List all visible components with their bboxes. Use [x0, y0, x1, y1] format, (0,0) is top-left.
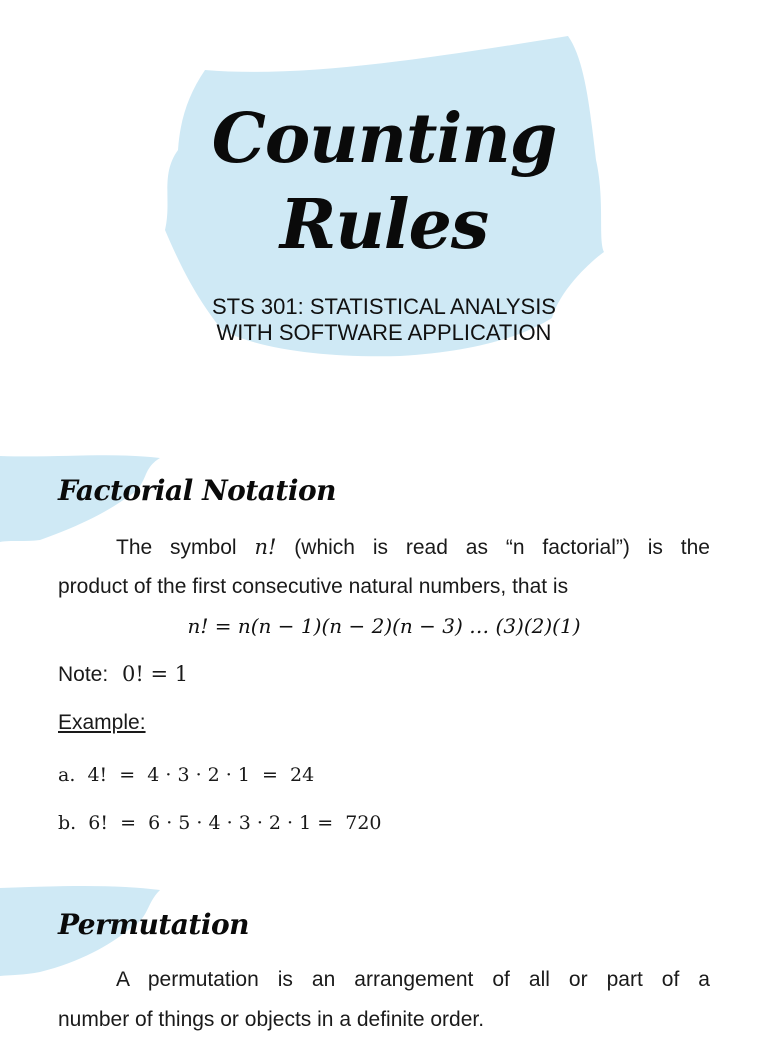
subtitle-line-1: STS 301: STATISTICAL ANALYSIS	[212, 294, 556, 319]
factorial-para-text-b: (which is read as “n factorial”) is the	[276, 536, 710, 559]
factorial-heading: Factorial Notation	[58, 474, 337, 507]
note-line	[58, 662, 188, 687]
factorial-para-text-a: The symbol	[116, 536, 255, 559]
factorial-para-line-1	[58, 527, 710, 568]
permutation-para-line-1	[58, 960, 710, 1000]
example-label: Example:	[58, 711, 146, 734]
title-line-1: Counting	[211, 99, 557, 179]
permutation-para-line-2: number of things or objects in a definite order.	[58, 1008, 485, 1031]
permutation-para-text: A permutation is an arrangement of all or part of a	[116, 968, 710, 991]
title-line-2: Rules	[279, 185, 489, 265]
permutation-heading: Permutation	[58, 908, 250, 941]
factorial-para-line-2: product of the first consecutive natural numbers, that is	[58, 575, 569, 598]
document-title	[0, 96, 768, 268]
factorial-formula-text: n! = n(n − 1)(n − 2)(n − 3) … (3)(2)(1)	[187, 614, 581, 638]
note-formula: 0! = 1	[122, 662, 189, 686]
factorial-para-symbol: n!	[254, 535, 277, 559]
note-label: Note:	[58, 663, 109, 686]
factorial-formula	[0, 614, 768, 638]
subtitle-line-2: WITH SOFTWARE APPLICATION	[216, 320, 552, 345]
course-subtitle	[0, 294, 768, 346]
example-item-b: b. 6! = 6 · 5 · 4 · 3 · 2 · 1 = 720	[58, 812, 382, 834]
example-item-a: a. 4! = 4 · 3 · 2 · 1 = 24	[58, 764, 315, 786]
